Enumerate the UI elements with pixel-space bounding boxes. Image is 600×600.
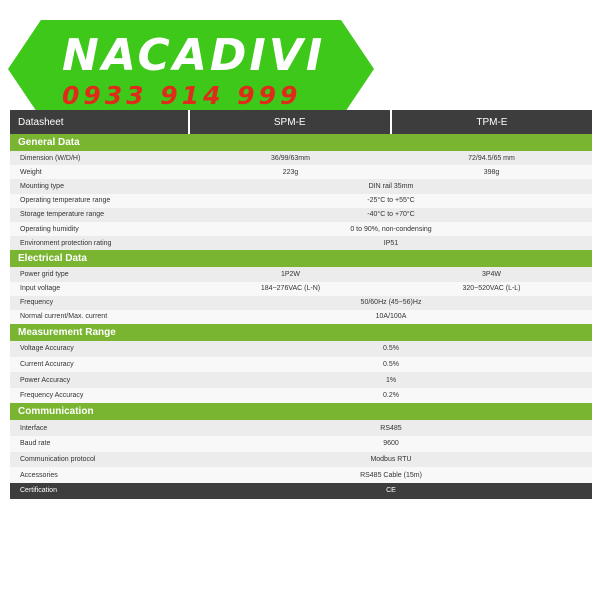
row-label: Mounting type xyxy=(20,182,64,190)
row-label: Power grid type xyxy=(20,270,69,278)
row-value-tpm: 398g xyxy=(483,168,500,176)
row-value-spm: 36/99/63mm xyxy=(271,154,310,162)
row-label: Power Accuracy xyxy=(20,376,71,384)
row-value-spm: 184~276VAC (L-N) xyxy=(260,285,321,293)
row-value: DIN rail 35mm xyxy=(368,182,414,190)
row-label: Baud rate xyxy=(20,440,51,448)
row-value: 0.5% xyxy=(383,360,399,368)
row-label: Frequency xyxy=(20,299,54,307)
table-row xyxy=(10,236,592,250)
brand-name: NACADIVI xyxy=(62,30,326,81)
row-label: Certification xyxy=(20,487,57,495)
row-value: IP51 xyxy=(383,239,399,247)
row-label: Operating temperature range xyxy=(20,197,111,205)
row-value-tpm: 320~520VAC (L-L) xyxy=(462,285,521,293)
table-row xyxy=(10,436,592,452)
section-measurement-range: Measurement Range xyxy=(10,324,592,341)
row-label: Voltage Accuracy xyxy=(20,345,74,353)
section-electrical-data: Electrical Data xyxy=(10,250,592,267)
row-value: 1% xyxy=(385,376,397,384)
table-row xyxy=(10,341,592,357)
row-label: Communication protocol xyxy=(20,455,96,463)
row-value: RS485 Cable (15m) xyxy=(360,471,422,479)
table-header xyxy=(10,110,592,134)
table-row xyxy=(10,296,592,310)
row-value: 0 to 90%, non-condensing xyxy=(350,225,432,233)
row-value: -25°C to +55°C xyxy=(367,197,415,205)
header-tpm-e: TPM-E xyxy=(390,110,592,134)
row-value: -40°C to +70°C xyxy=(367,211,415,219)
section-general-data: General Data xyxy=(10,134,592,151)
table-row xyxy=(10,208,592,222)
row-value: Modbus RTU xyxy=(370,455,412,463)
row-label: Dimension (W/D/H) xyxy=(20,154,81,162)
row-label: Interface xyxy=(20,424,48,432)
row-label: Operating humidity xyxy=(20,225,79,233)
row-label: Accessories xyxy=(20,471,58,479)
header-label: Datasheet xyxy=(18,116,64,128)
row-value: 0.5% xyxy=(383,345,399,353)
table-row xyxy=(10,388,592,404)
table-row xyxy=(10,372,592,388)
table-row xyxy=(10,420,592,436)
table-row xyxy=(10,194,592,208)
datasheet-table xyxy=(10,110,592,499)
section-communication: Communication xyxy=(10,403,592,420)
row-value: RS485 xyxy=(380,424,402,432)
table-row xyxy=(10,357,592,373)
table-row xyxy=(10,467,592,483)
table-row xyxy=(10,165,592,179)
row-value: 10A/100A xyxy=(375,313,407,321)
row-label: Weight xyxy=(20,168,42,176)
table-row xyxy=(10,282,592,296)
table-row xyxy=(10,452,592,468)
row-label: Current Accuracy xyxy=(20,360,74,368)
row-value-spm: 223g xyxy=(282,168,299,176)
table-row xyxy=(10,179,592,193)
row-label: Input voltage xyxy=(20,285,61,293)
brand-phone: 0933 914 999 xyxy=(62,81,302,110)
table-row xyxy=(10,267,592,281)
row-value: CE xyxy=(386,487,396,495)
header-spm-e: SPM-E xyxy=(188,110,390,134)
row-value-tpm: 3P4W xyxy=(481,270,502,278)
row-value: 9600 xyxy=(383,440,399,448)
row-label: Frequency Accuracy xyxy=(20,392,84,400)
certification-row xyxy=(10,483,592,499)
row-label: Normal current/Max. current xyxy=(20,313,108,321)
row-value: 50/60Hz (45~56)Hz xyxy=(360,299,422,307)
row-value-tpm: 72/94.5/65 mm xyxy=(468,154,515,162)
row-value-spm: 1P2W xyxy=(280,270,301,278)
table-row xyxy=(10,222,592,236)
row-label: Storage temperature range xyxy=(20,211,105,219)
table-row xyxy=(10,310,592,324)
row-label: Environment protection rating xyxy=(20,239,112,247)
table-row xyxy=(10,151,592,165)
row-value: 0.2% xyxy=(383,392,399,400)
